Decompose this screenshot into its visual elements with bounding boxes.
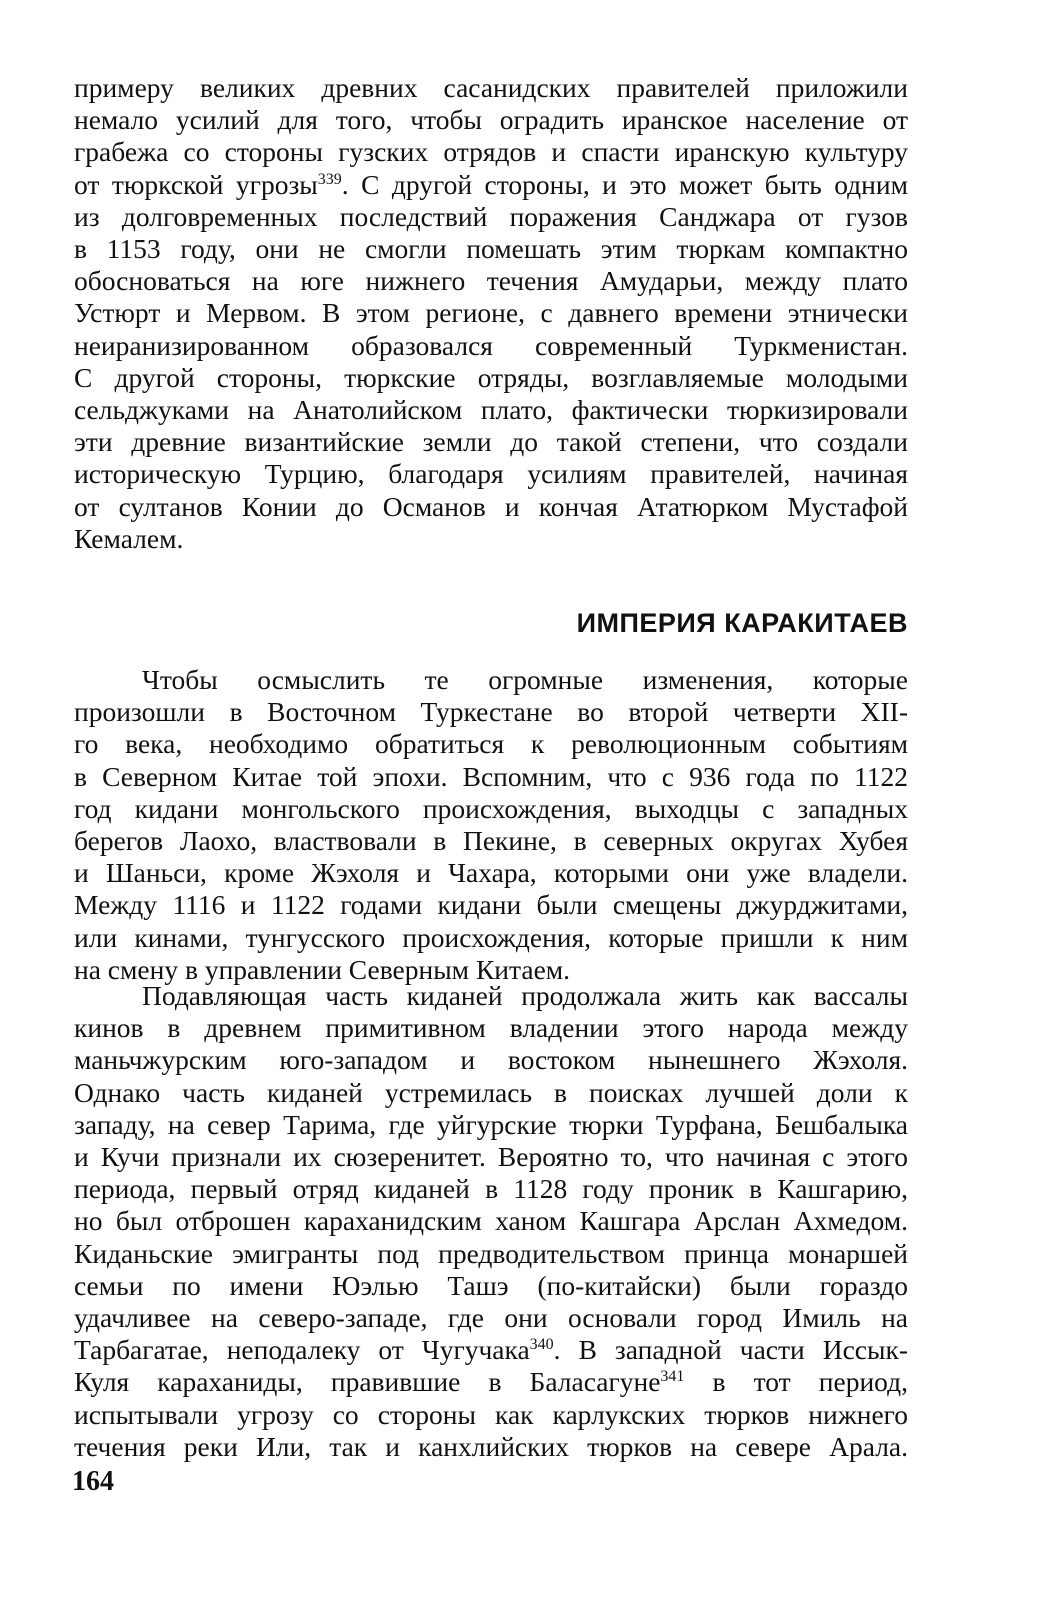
text-fragment: Куля караханиды, правившие в Баласагуне <box>74 1366 661 1398</box>
text-line <box>74 1366 908 1398</box>
paragraph-empire-1 <box>74 664 908 986</box>
text-line: неиранизированном образовался современный Туркменистан. <box>74 329 908 361</box>
footnote-ref: 340 <box>529 1336 554 1354</box>
text-line: год кидани монгольского происхождения, выходцы с западных <box>74 792 908 824</box>
text-line: или кинами, тунгусского происхождения, которые пришли к ним <box>74 921 908 953</box>
text-line: и Шаньси, кроме Жэхоля и Чахара, которыми они уже владели. <box>74 857 908 889</box>
text-line: эти древние византийские земли до такой степени, что создали <box>74 426 908 458</box>
text-line: примеру великих древних сасанидских правителей приложили <box>74 72 908 103</box>
text-line: историческую Турцию, благодаря усилиям правителей, начиная <box>74 458 908 490</box>
text-line: удачливее на северо-западе, где они основали город Имиль на <box>74 1302 908 1334</box>
text-line: Киданьские эмигранты под предводительством принца монаршей <box>74 1237 908 1269</box>
text-line: С другой стороны, тюркские отряды, возглавляемые молодыми <box>74 361 908 393</box>
text-fragment: . В западной части Иссык- <box>553 1334 908 1366</box>
text-line: и Кучи признали их сюзеренитет. Вероятно то, что начиная с этого <box>74 1141 908 1173</box>
paragraph-intro <box>74 72 908 555</box>
section-heading: ИМПЕРИЯ КАРАКИТАЕВ <box>576 608 908 638</box>
text-line: Кемалем. <box>74 522 184 554</box>
footnote-ref: 341 <box>660 1368 685 1386</box>
text-line: Между 1116 и 1122 годами кидани были смещены джурджитами, <box>74 889 908 921</box>
text-line <box>74 169 908 201</box>
text-line: произошли в Восточном Туркестане во второй четверти XII- <box>74 696 908 728</box>
text-line: грабежа со стороны гузских отрядов и спасти иранскую культуру <box>74 136 908 168</box>
text-line: Чтобы осмыслить те огромные изменения, которые <box>142 664 908 695</box>
text-line: кинов в древнем примитивном владении этого народа между <box>74 1012 908 1044</box>
text-line: испытывали угрозу со стороны как карлукских тюрков нижнего <box>74 1398 908 1430</box>
paragraph-empire-2 <box>74 980 908 1463</box>
text-line: на смену в управлении Северным Китаем. <box>74 953 571 985</box>
text-line: от султанов Конии до Османов и кончая Ататюрком Мустафой <box>74 490 908 522</box>
text-line: западу, на север Тарима, где уйгурские тюрки Турфана, Бешбалыка <box>74 1108 908 1140</box>
text-line: Однако часть киданей устремилась в поисках лучшей доли к <box>74 1076 908 1108</box>
text-line: го века, необходимо обратиться к революционным событиям <box>74 728 908 760</box>
text-line: сельджуками на Анатолийском плато, фактически тюркизировали <box>74 394 908 426</box>
footnote-ref: 339 <box>317 170 342 188</box>
text-line: периода, первый отряд киданей в 1128 году проник в Кашгарию, <box>74 1173 908 1205</box>
text-fragment: Тарбагатае, неподалеку от Чугучака <box>74 1334 530 1366</box>
text-line: Устюрт и Мервом. В этом регионе, с давнего времени этнически <box>74 297 908 329</box>
page-number: 164 <box>72 1466 114 1497</box>
text-line: в Северном Китае той эпохи. Вспомним, что с 936 года по 1122 <box>74 760 908 792</box>
text-line: берегов Лаохо, властвовали в Пекине, в северных округах Хубея <box>74 825 908 857</box>
text-fragment: . С другой стороны, и это может быть одним <box>341 168 909 200</box>
text-line <box>74 1334 908 1366</box>
text-line: но был отброшен караханидским ханом Кашгара Арслан Ахмедом. <box>74 1205 908 1237</box>
text-fragment: в тот период, <box>684 1366 908 1398</box>
text-line: Подавляющая часть киданей продолжала жить как вассалы <box>142 980 908 1011</box>
text-line: немало усилий для того, чтобы оградить иранское население от <box>74 104 908 136</box>
text-line: в 1153 году, они не смогли помешать этим тюркам компактно <box>74 233 908 265</box>
text-fragment: от тюркской угрозы <box>74 168 318 200</box>
text-line: течения реки Или, так и канхлийских тюрков на севере Арала. <box>74 1430 908 1462</box>
text-line: обосноваться на юге нижнего течения Амударьи, между плато <box>74 265 908 297</box>
text-line: маньчжурским юго-западом и востоком нынешнего Жэхоля. <box>74 1044 908 1076</box>
text-line: семьи по имени Юэлью Ташэ (по-китайски) были гораздо <box>74 1269 908 1301</box>
text-line: из долговременных последствий поражения Санджара от гузов <box>74 200 908 232</box>
